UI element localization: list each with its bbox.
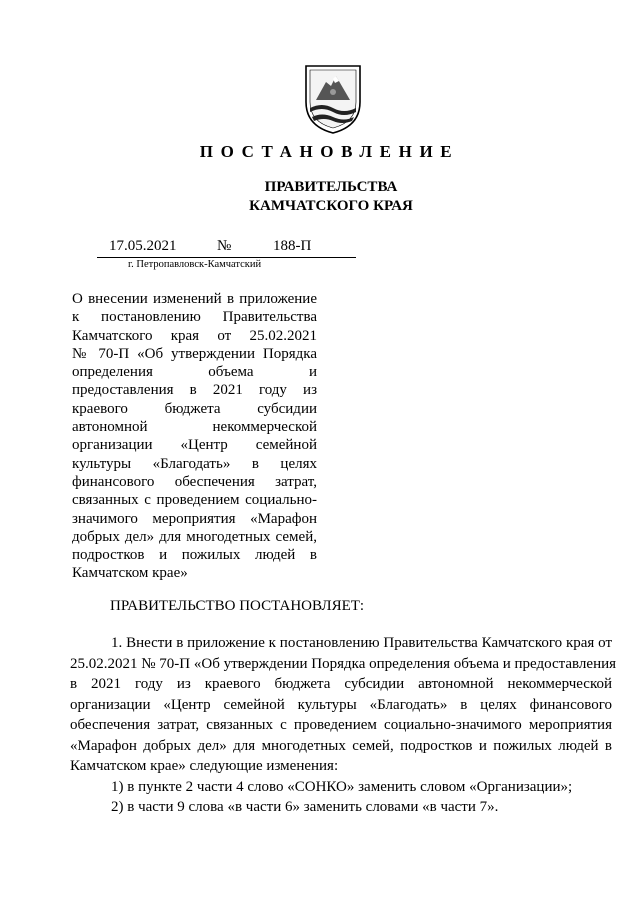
body-line: организации «Центр семейной культуры «Благодать» в целях финансового	[70, 696, 612, 713]
subject-line: Камчатского края от 25.02.2021	[72, 327, 317, 344]
document-date: 17.05.2021	[109, 238, 177, 254]
subject-line: добрых дел» для многодетных семей,	[72, 528, 317, 545]
document-subject	[72, 290, 317, 583]
document-body	[70, 633, 617, 818]
subject-line: автономной некоммерческой	[72, 419, 317, 436]
subject-line: № 70-П «Об утверждении Порядка	[72, 345, 317, 362]
body-line: в 2021 году из краевого бюджета субсидии автономной некоммерческой	[70, 676, 612, 692]
coat-of-arms-icon	[302, 62, 364, 136]
body-line: 1. Внести в приложение к постановлению Правительства Камчатского края от	[111, 635, 612, 651]
subject-line: значимого мероприятия «Марафон	[72, 510, 317, 527]
subject-line: финансового обеспечения затрат,	[72, 473, 317, 490]
subject-line: подростков и пожилых людей в	[72, 547, 317, 564]
body-line: 25.02.2021 № 70-П «Об утверждении Порядка определения объема и предоставления	[70, 655, 617, 672]
issuer-line: КАМЧАТСКОГО КРАЯ	[249, 198, 413, 214]
subject-line: Камчатском крае»	[72, 565, 188, 582]
subject-line: организации «Центр семейной	[72, 437, 317, 454]
subject-line: краевого бюджета субсидии	[72, 400, 317, 417]
issuer-line: ПРАВИТЕЛЬСТВА	[264, 179, 398, 195]
number-label: №	[217, 238, 232, 254]
issuer-name	[0, 178, 640, 216]
body-line: 2) в части 9 слова «в части 6» заменить словами «в части 7».	[111, 799, 499, 815]
decree-statement: ПРАВИТЕЛЬСТВО ПОСТАНОВЛЯЕТ:	[110, 598, 365, 614]
subject-line: связанных с проведением социально-	[72, 492, 317, 509]
place-of-issue: г. Петропавловск-Камчатский	[128, 259, 262, 270]
body-line: «Марафон добрых дел» для многодетных семей, подростков и пожилых людей в	[70, 737, 612, 754]
subject-line: культуры «Благодать» в целях	[72, 455, 317, 472]
subject-line: О внесении изменений в приложение	[72, 291, 317, 307]
document-number: 188-П	[273, 238, 312, 254]
body-line: обеспечения затрат, связанных с проведением социально-значимого мероприятия	[70, 717, 612, 733]
subject-line: к постановлению Правительства	[72, 309, 317, 326]
document-type-title: ПОСТАНОВЛЕНИЕ	[199, 142, 460, 161]
registration-underline	[97, 257, 356, 258]
body-line: Камчатском крае» следующие изменения:	[70, 758, 339, 774]
subject-line: предоставления в 2021 году из	[72, 382, 317, 399]
subject-line: определения объема и	[72, 364, 317, 381]
body-line: 1) в пункте 2 части 4 слово «СОНКО» заменить словом «Организации»;	[111, 778, 573, 795]
